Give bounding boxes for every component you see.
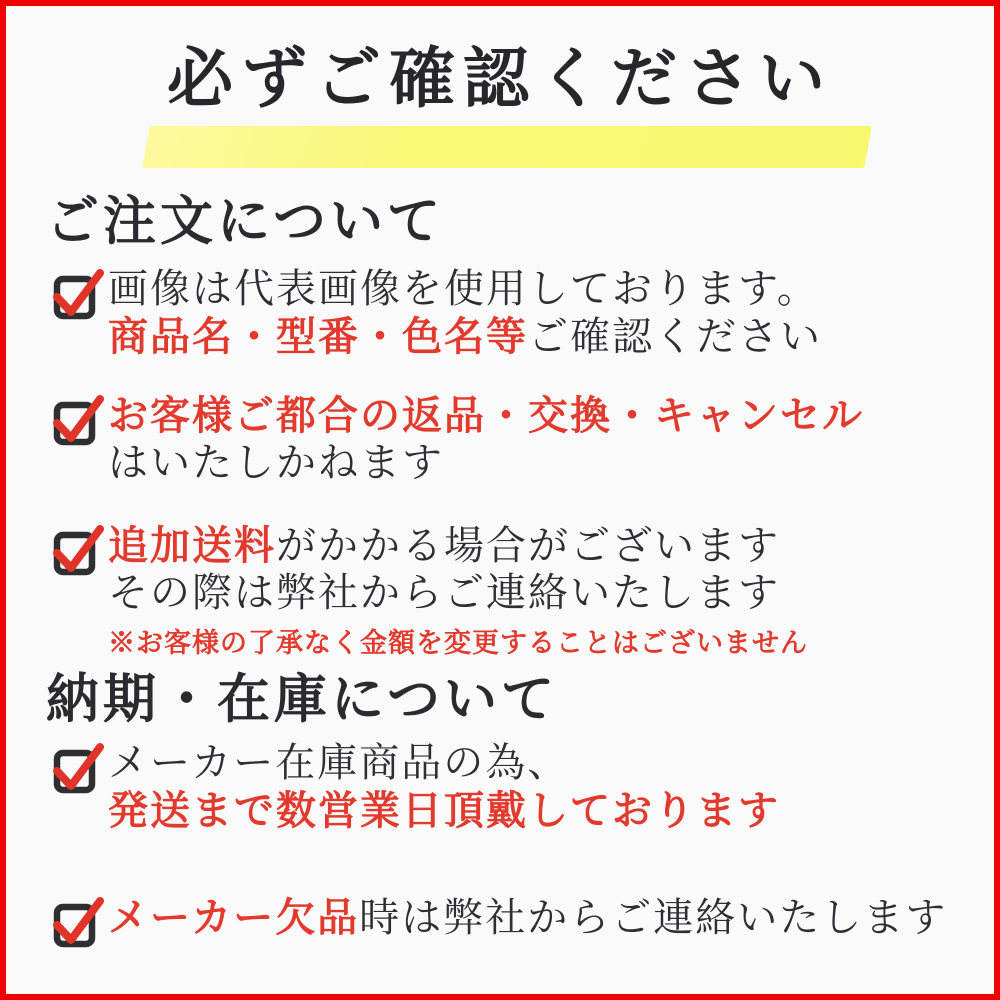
item-segment: メーカー在庫商品の為、 [108,740,570,786]
section-heading-stock: 納期・在庫について [46,668,558,730]
item-text [108,894,947,942]
item-line [108,392,864,440]
item-segment-red: お客様ご都合の返品・交換・キャンセル [108,392,864,439]
item-line [108,787,780,835]
item-line [108,570,808,617]
title-highlight-band [142,126,871,168]
item-segment-red: メーカー欠品 [108,894,360,941]
item-text [108,740,780,835]
checkbox-checked-icon [48,394,104,446]
item-text [108,392,864,487]
item-line [108,440,864,487]
item-segment-red: 追加送料 [108,522,276,569]
item-line [108,266,822,313]
notice-item [48,740,984,835]
item-line [108,740,780,787]
checkbox-checked-icon [48,742,104,794]
notice-item [48,894,984,948]
notice-item [48,392,984,487]
notice-item [48,522,984,661]
item-segment: その際は弊社からご連絡いたします [108,570,780,616]
item-line [108,894,947,942]
footnote: ※お客様の了承なく金額を変更することはございません [108,628,808,659]
title-block [6,36,994,122]
item-segment: がかかる場合がございます [276,523,780,569]
checkbox-checked-icon [48,524,104,576]
section-heading-orders: ご注文について [46,190,444,252]
item-segment: はいたしかねます [108,440,444,486]
item-segment: 画像は代表画像を使用しております。 [108,266,819,312]
item-line [108,313,822,361]
item-segment: 時は弊社からご連絡いたします [359,895,948,941]
item-text [108,266,822,361]
checkbox-checked-icon [48,268,104,320]
item-segment-red: 商品名・型番・色名等 [108,313,528,360]
item-segment-red: 発送まで数営業日頂戴しております [108,787,780,834]
item-text [108,522,808,661]
checkbox-checked-icon [48,896,104,948]
main-title: 必ずご確認ください [167,39,833,117]
item-segment: ご確認ください [528,314,822,360]
item-line [108,522,808,570]
notice-item [48,266,984,361]
